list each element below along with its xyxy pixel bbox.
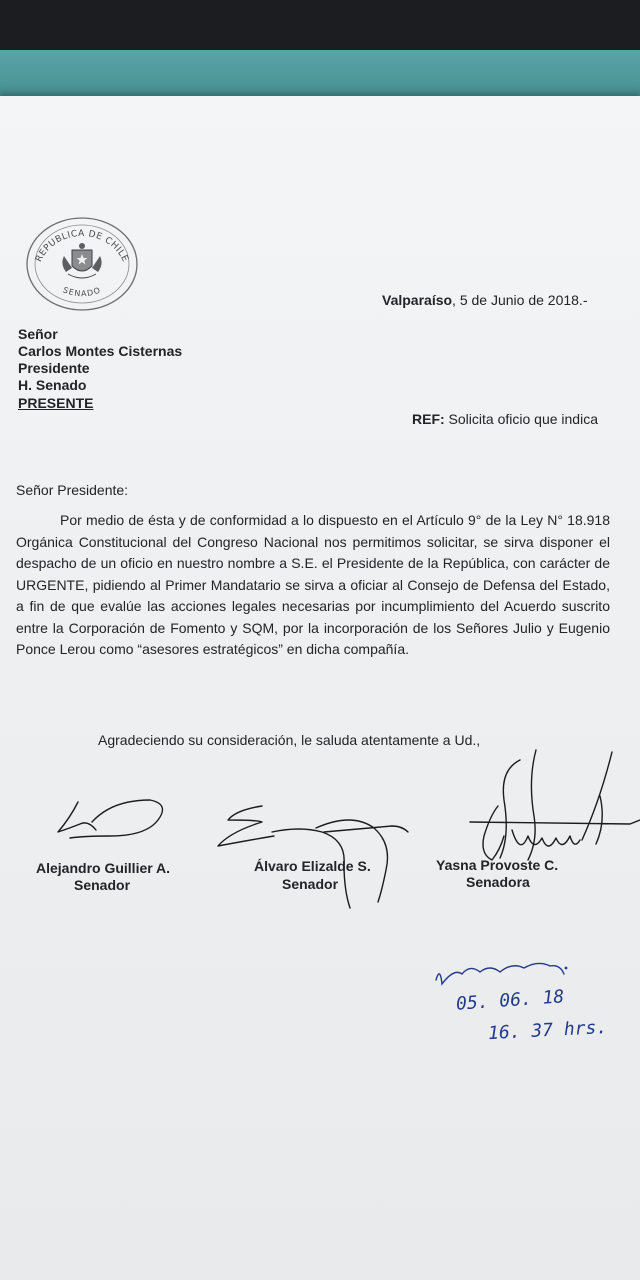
date: , 5 de Junio de 2018.- bbox=[452, 292, 588, 308]
coat-of-arms-icon bbox=[62, 243, 101, 278]
addressee-title: Presidente bbox=[18, 360, 90, 376]
addressee-name: Carlos Montes Cisternas bbox=[18, 343, 183, 359]
ref-text: Solicita oficio que indica bbox=[444, 411, 598, 427]
signatory-3-name: Yasna Provoste C. bbox=[436, 857, 559, 873]
ref-label: REF: bbox=[412, 411, 445, 427]
teal-folder-edge bbox=[0, 50, 640, 102]
addressee-salutation: Señor bbox=[18, 326, 58, 342]
signature-guillier bbox=[58, 800, 163, 838]
signatory-1-title: Senador bbox=[74, 877, 131, 893]
svg-text:SENADO bbox=[62, 285, 103, 298]
handwritten-time: 16. 37 hrs. bbox=[487, 1016, 608, 1045]
body-paragraph: Por medio de ésta y de conformidad a lo dispuesto en el Artículo 9° de la Ley N° 18.918 Orgánica Constitucional del Congreso Nacional nos permitimos solicitar, se sirva disponer el despacho de un oficio en nuestro nombre a S.E. el Presidente de la República, con carácter de URGENTE, pidiendo al Primer Mandatario se sirva a oficiar al Consejo de Defensa del Estado, a fin de que evalúe las acciones legales necesarias por incumplimiento del Acuerdo suscrito entre la Corporación de Fomento y SQM, por la incorporación de los Señores Julio y Eugenio Ponce Lerou como “asesores estratégicos” en dicha compañía. bbox=[16, 512, 610, 657]
place-date bbox=[382, 292, 587, 308]
handwritten-date: 05. 06. 18 bbox=[455, 986, 565, 1015]
seal-bottom-text: SENADO bbox=[61, 285, 103, 299]
city: Valparaíso bbox=[382, 292, 453, 308]
background-dark bbox=[0, 0, 640, 55]
signatory-2-title: Senador bbox=[282, 876, 339, 892]
signature-elizalde bbox=[218, 806, 408, 908]
addressee-institution: H. Senado bbox=[18, 377, 87, 393]
addressee-presente: PRESENTE bbox=[18, 395, 94, 411]
closing-line: Agradeciendo su consideración, le saluda atentamente a Ud., bbox=[98, 732, 481, 748]
salutation: Señor Presidente: bbox=[16, 482, 129, 498]
senado-seal bbox=[22, 212, 142, 312]
reference bbox=[412, 411, 598, 427]
signatory-1-name: Alejandro Guillier A. bbox=[36, 860, 171, 876]
seal-top-text: REPUBLICA DE CHILE bbox=[34, 228, 130, 264]
signatory-3-title: Senadora bbox=[466, 874, 530, 890]
signature-provoste bbox=[470, 750, 640, 860]
signatures-handwritten bbox=[0, 740, 640, 920]
signatory-2-name: Álvaro Elizalde S. bbox=[254, 858, 371, 874]
